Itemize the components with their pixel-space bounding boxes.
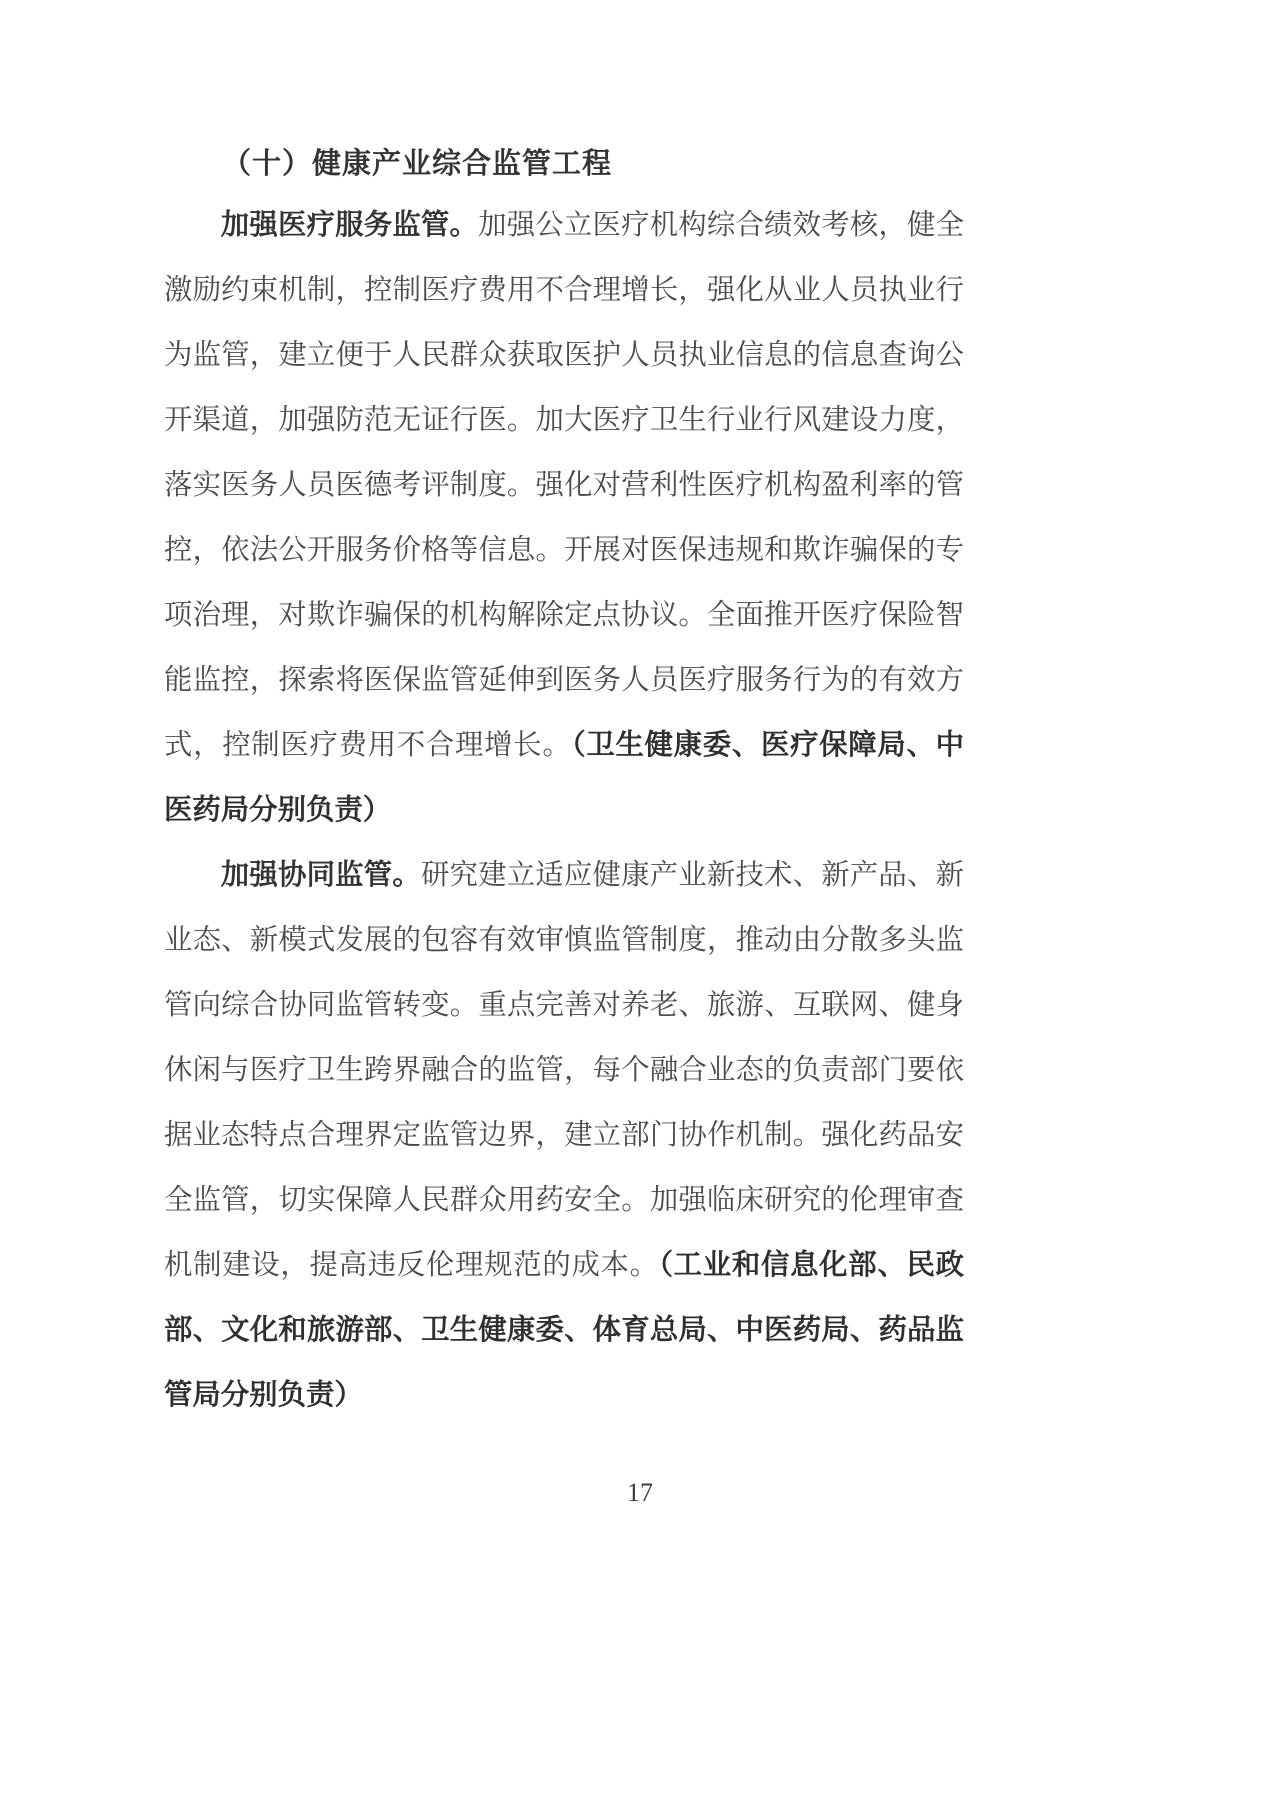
section-heading: （十）健康产业综合监管工程 xyxy=(222,148,613,180)
responsible-departments: （卫生健康委、医疗保障局、中医药局分别负责） xyxy=(164,729,964,826)
document-content xyxy=(164,135,964,1428)
page-number: 17 xyxy=(627,1478,653,1507)
paragraph-lead: 加强医疗服务监管。 xyxy=(220,210,479,241)
responsible-departments: （工业和信息化部、民政部、文化和旅游部、卫生健康委、体育总局、中医药局、药品监管局分别负责） xyxy=(164,1249,964,1411)
paragraph-body: 研究建立适应健康产业新技术、新产品、新业态、新模式发展的包容有效审慎监管制度，推动由分散多头监管向综合协同监管转变。重点完善对养老、旅游、互联网、健身休闲与医疗卫生跨界融合的监管，每个融合业态的负责部门要依据业态特点合理界定监管边界，建立部门协作机制。强化药品安全监管，切实保障人民群众用药安全。加强临床研究的伦理审查机制建设，提高违反伦理规范的成本。 xyxy=(164,860,964,1281)
paragraph-coordinated-supervision xyxy=(164,843,964,1428)
paragraph-lead: 加强协同监管。 xyxy=(220,860,421,891)
paragraph-medical-service-supervision xyxy=(164,193,964,843)
paragraph-body: 加强公立医疗机构综合绩效考核，健全激励约束机制，控制医疗费用不合理增长，强化从业人员执业行为监管，建立便于人民群众获取医护人员执业信息的信息查询公开渠道，加强防范无证行医。加大医疗卫生行业行风建设力度，落实医务人员医德考评制度。强化对营利性医疗机构盈利率的管控，依法公开服务价格等信息。开展对医保违规和欺诈骗保的专项治理，对欺诈骗保的机构解除定点协议。全面推开医疗保险智能监控，探索将医保监管延伸到医务人员医疗服务行为的有效方式，控制医疗费用不合理增长。 xyxy=(164,210,964,761)
